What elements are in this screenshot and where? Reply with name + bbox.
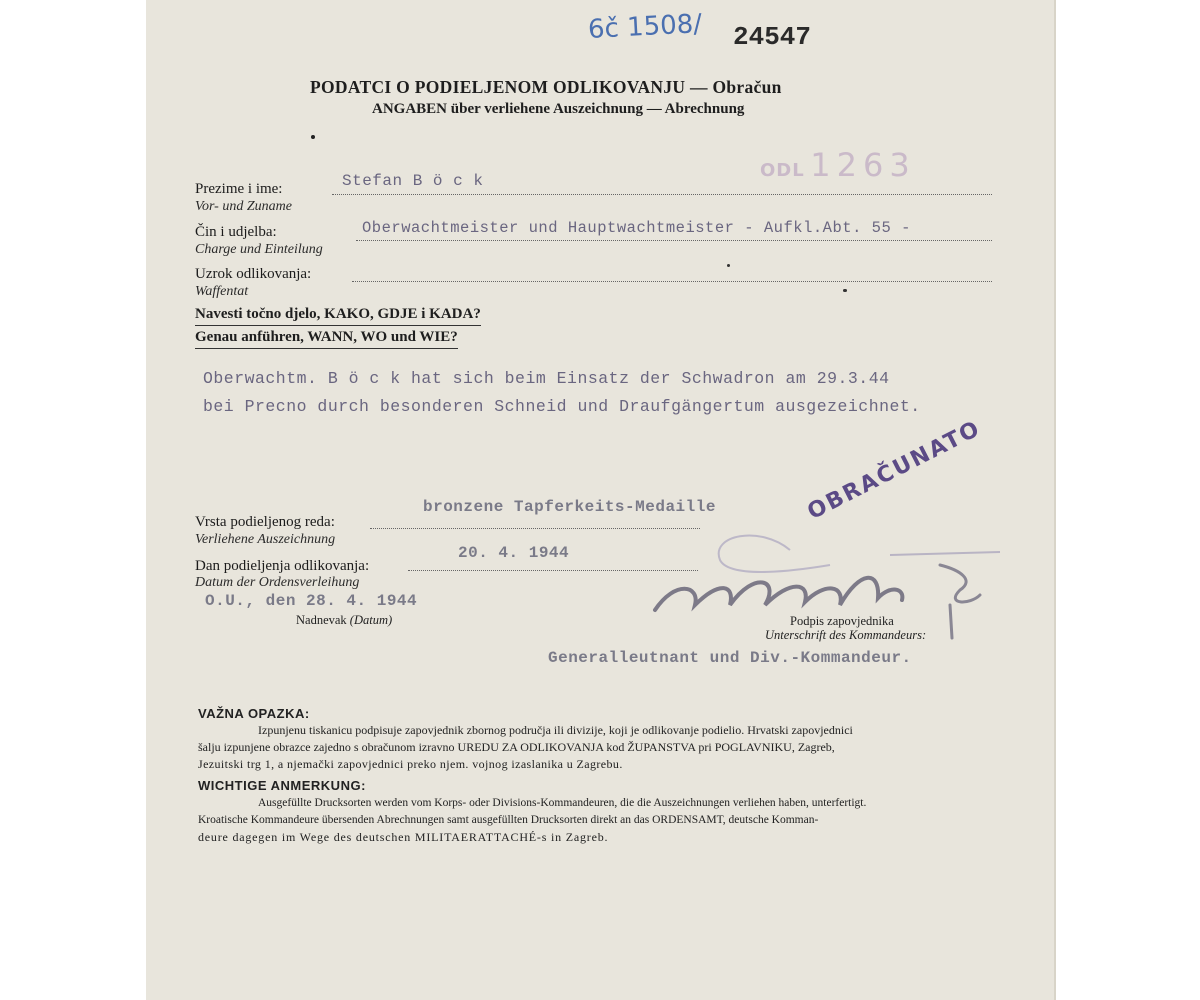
reason-label-de: Waffentat: [195, 284, 249, 299]
signature-label-de: Unterschrift des Kommandeurs:: [765, 628, 927, 642]
award-date-label-hr: Dan podieljenja odlikovanja:: [195, 558, 370, 574]
handwritten-file-number: 6č 1508/: [587, 9, 703, 45]
place-date-label-hr: Nadnevak: [296, 613, 347, 627]
award-label-de: Verliehene Auszeichnung: [195, 532, 336, 547]
award-label-hr: Vrsta podieljenog reda:: [195, 514, 335, 530]
place-date-label: [296, 613, 392, 628]
note-de-line-2: Kroatische Kommandeure übersenden Abrechnungen samt ausgefüllten Drucksorten direkt an das ORDENSAMT, deutsche Komman-: [198, 814, 819, 826]
odl-stamp: [760, 146, 916, 184]
odl-stamp-number: 1263: [810, 146, 916, 184]
award-value: bronzene Tapferkeits-Medaille: [423, 498, 716, 516]
rank-value: Oberwachtmeister und Hauptwachtmeister - Aufkl.Abt. 55 -: [362, 219, 911, 237]
ink-dot: [727, 264, 730, 267]
note-hr-line-1: Izpunjenu tiskanicu podpisuje zapovjednik zbornog područja ili divizije, koji je odlikovanje podielio. Hrvatski zapovjednici: [258, 723, 853, 737]
signature-flourish: [940, 565, 980, 638]
rank-label-hr: Čin i udjelba:: [195, 224, 277, 240]
name-label-hr: Prezime i ime:: [195, 181, 283, 197]
note-hr-heading: VAŽNA OPAZKA:: [198, 706, 310, 721]
deed-line-2: bei Precno durch besonderen Schneid und Draufgängertum ausgezeichnet.: [203, 397, 921, 416]
name-value: Stefan B ö c k: [342, 172, 484, 190]
signature-loop: [719, 536, 830, 572]
signature-underline: [890, 552, 1000, 555]
note-hr-line-3: Jezuitski trg 1, a njemački zapovjednici preko njem. vojnog izaslanika u Zagrebu.: [198, 757, 623, 771]
award-date-value: 20. 4. 1944: [458, 544, 570, 562]
title-croatian: PODATCI O PODIELJENOM ODLIKOVANJU — Obračun: [310, 77, 782, 97]
title-german: ANGABEN über verliehene Auszeichnung — Abrechnung: [372, 101, 745, 117]
rank-label-de: Charge und Einteilung: [195, 242, 323, 257]
ink-dot: [843, 289, 847, 292]
place-date-value: O.U., den 28. 4. 1944: [205, 592, 418, 610]
note-de-line-3: deure dagegen im Wege des deutschen MILITAERATTACHÉ-s in Zagreb.: [198, 830, 609, 844]
place-date-label-de: (Datum): [349, 613, 393, 627]
obracunato-stamp: OBRAČUNATO: [803, 416, 986, 525]
note-de-heading: WICHTIGE ANMERKUNG:: [198, 778, 366, 793]
deed-line-1: Oberwachtm. B ö c k hat sich beim Einsatz der Schwadron am 29.3.44: [203, 369, 890, 388]
signature-scrawl: [655, 578, 902, 610]
note-de-line-1: Ausgefüllte Drucksorten werden vom Korps- oder Divisions-Kommandeuren, die die Auszeichnungen verliehen haben, unterfertigt.: [258, 797, 867, 809]
rank-line: [356, 240, 992, 241]
instruction-hr: Navesti točno djelo, KAKO, GDJE i KADA?: [195, 306, 481, 326]
award-date-label-de: Datum der Ordensverleihung: [195, 575, 360, 590]
ink-dot: [311, 135, 315, 139]
instruction-de: Genau anführen, WANN, WO und WIE?: [195, 329, 458, 349]
name-line: [332, 194, 992, 195]
note-hr-line-2: šalju izpunjene obrazce zajedno s obračunom izravno UREDU ZA ODLIKOVANJA kod ŽUPANSTVA pri POGLAVNIKU, Zagreb,: [198, 740, 835, 754]
reason-line: [352, 281, 992, 282]
name-label-de: Vor- und Zuname: [195, 199, 292, 214]
signature-label-hr: Podpis zapovjednika: [790, 614, 894, 628]
printed-file-number: 24547: [733, 22, 812, 52]
signatory-title: Generalleutnant und Div.-Kommandeur.: [548, 649, 912, 667]
odl-stamp-prefix: ODL: [760, 160, 805, 181]
reason-label-hr: Uzrok odlikovanja:: [195, 266, 312, 282]
